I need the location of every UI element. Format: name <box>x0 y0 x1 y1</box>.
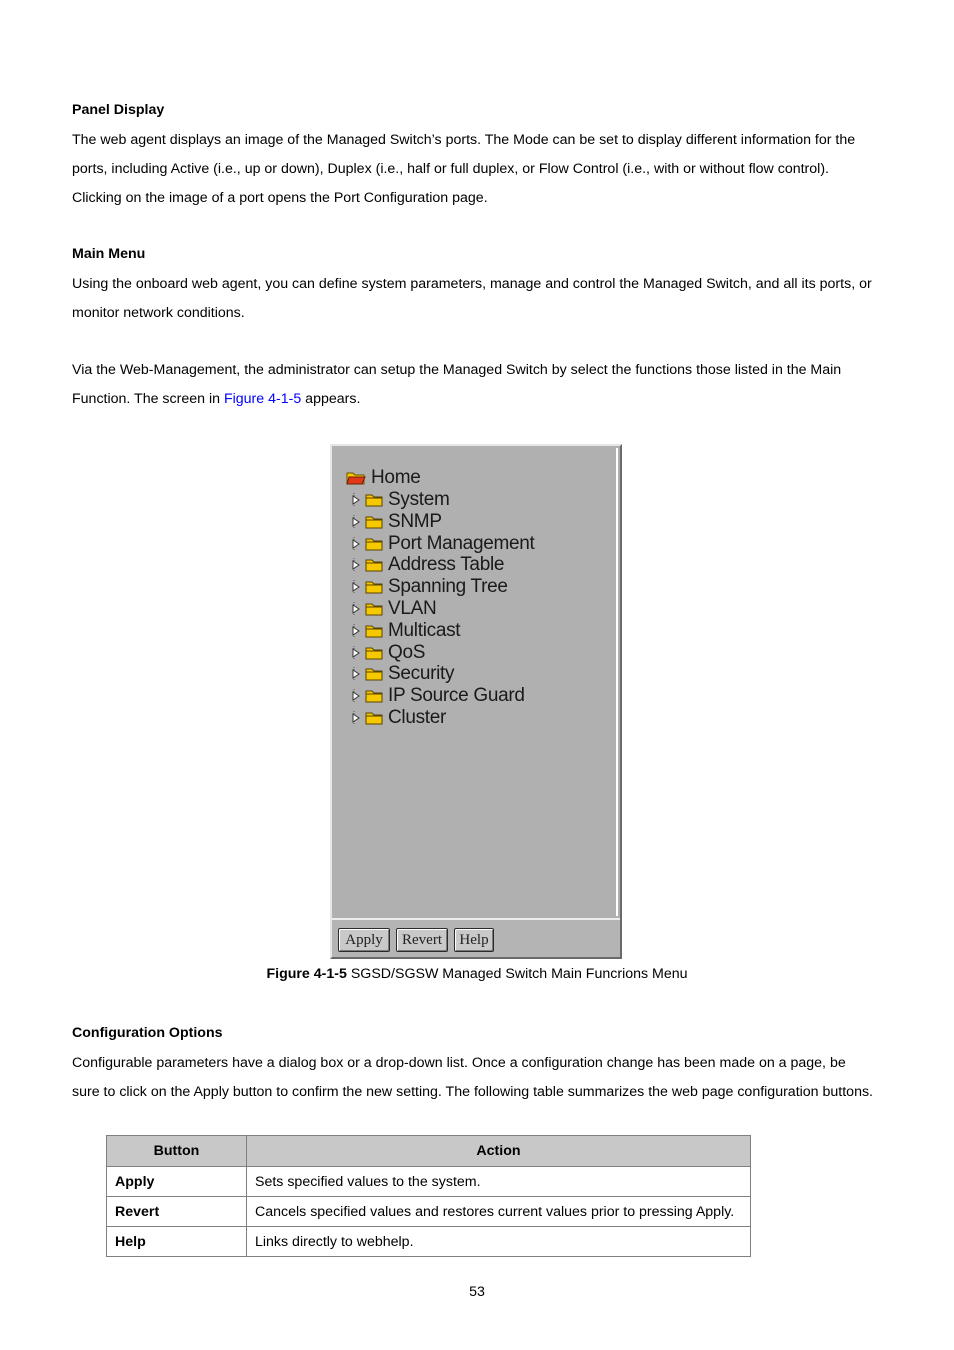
tree-item-label: Home <box>371 467 421 488</box>
tree-item-ip-source-guard[interactable] <box>351 685 525 707</box>
main-menu-text-2 <box>72 356 892 414</box>
revert-button[interactable]: Revert <box>396 928 448 952</box>
expand-arrow-icon[interactable] <box>351 558 361 572</box>
tree-item-vlan[interactable] <box>351 598 436 620</box>
action-cell: Cancels specified values and restores current values prior to pressing Apply. <box>247 1197 751 1227</box>
expand-arrow-icon[interactable] <box>351 689 361 703</box>
expand-arrow-icon[interactable] <box>351 646 361 660</box>
text-line: appears. <box>301 390 361 407</box>
folder-icon <box>365 493 383 507</box>
heading-panel-display: Panel Display <box>72 102 165 118</box>
folder-icon <box>365 515 383 529</box>
configuration-options-text <box>72 1049 892 1107</box>
folder-icon <box>365 646 383 660</box>
table-row <box>107 1227 751 1257</box>
tree-item-label: Multicast <box>388 619 461 641</box>
text-line: Via the Web-Management, the administrator can setup the Managed Switch by select the functions those listed in the Main <box>72 362 842 378</box>
folder-icon <box>365 689 383 703</box>
tree-item-label: IP Source Guard <box>388 685 525 707</box>
tree-item-address-table[interactable] <box>351 554 504 576</box>
text-line: Configurable parameters have a dialog box or a drop-down list. Once a configuration change has been made on a page, be <box>72 1055 846 1071</box>
tree-item-qos[interactable] <box>351 642 425 664</box>
button-cell: Help <box>107 1227 247 1257</box>
tree-item-label: SNMP <box>388 510 442 532</box>
tree-item-label: Spanning Tree <box>388 576 508 598</box>
folder-icon <box>365 558 383 572</box>
folder-icon <box>365 667 383 681</box>
button-bar <box>332 918 620 957</box>
expand-arrow-icon[interactable] <box>351 711 361 725</box>
folder-icon <box>365 711 383 725</box>
figure-link[interactable]: Figure 4-1-5 <box>223 390 302 407</box>
panel-display-text <box>72 126 892 212</box>
caption-label: Figure 4-1-5 <box>266 966 347 982</box>
tree-item-security[interactable] <box>351 663 454 685</box>
tree-item-home[interactable] <box>346 467 420 489</box>
tree-item-multicast[interactable] <box>351 620 460 642</box>
page-number: 53 <box>469 1284 485 1300</box>
text-line: Function. The screen in <box>72 390 224 407</box>
action-cell: Sets specified values to the system. <box>247 1167 751 1197</box>
main-functions-menu-figure <box>330 444 622 959</box>
tree-item-label: QoS <box>388 641 426 663</box>
expand-arrow-icon[interactable] <box>351 515 361 529</box>
folder-icon <box>365 602 383 616</box>
main-menu-text <box>72 270 892 328</box>
folder-icon <box>365 624 383 638</box>
tree-item-label: Security <box>388 663 455 685</box>
configuration-buttons-table <box>106 1135 751 1257</box>
table-row <box>107 1197 751 1227</box>
tree-item-label: Address Table <box>388 554 505 576</box>
action-cell: Links directly to webhelp. <box>247 1227 751 1257</box>
tree-item-label: System <box>388 489 450 510</box>
column-header: Action <box>247 1136 751 1167</box>
menu-tree <box>334 448 618 916</box>
expand-arrow-icon[interactable] <box>351 602 361 616</box>
button-cell: Revert <box>107 1197 247 1227</box>
expand-arrow-icon[interactable] <box>351 493 361 507</box>
expand-arrow-icon[interactable] <box>351 580 361 594</box>
text-line: Clicking on the image of a port opens the Port Configuration page. <box>72 189 488 206</box>
folder-icon <box>365 537 383 551</box>
apply-button[interactable]: Apply <box>338 928 390 952</box>
text-line: Using the onboard web agent, you can define system parameters, manage and control the Managed Switch, and all its ports, or <box>72 276 872 292</box>
tree-item-label: VLAN <box>388 598 437 619</box>
text-line: ports, including Active (i.e., up or down), Duplex (i.e., half or full duplex, or Flow Control (i.e., with or without flow control). <box>72 160 829 177</box>
folder-icon <box>365 580 383 594</box>
figure-caption <box>0 966 954 982</box>
column-header: Button <box>107 1136 247 1167</box>
expand-arrow-icon[interactable] <box>351 537 361 551</box>
text-line: The web agent displays an image of the Managed Switch’s ports. The Mode can be set to display different information for the <box>72 132 856 148</box>
tree-item-spanning-tree[interactable] <box>351 576 508 598</box>
button-cell: Apply <box>107 1167 247 1197</box>
heading-configuration-options: Configuration Options <box>72 1025 223 1041</box>
tree-item-port-management[interactable] <box>351 533 535 555</box>
tree-item-label: Port Management <box>388 532 535 554</box>
table-row <box>107 1167 751 1197</box>
tree-item-cluster[interactable] <box>351 707 446 729</box>
tree-item-snmp[interactable] <box>351 511 442 533</box>
heading-main-menu: Main Menu <box>72 246 146 262</box>
caption-text: SGSD/SGSW Managed Switch Main Funcrions Menu <box>346 966 688 982</box>
tree-item-label: Cluster <box>388 707 447 728</box>
text-line: monitor network conditions. <box>72 304 245 321</box>
help-button[interactable]: Help <box>454 928 494 952</box>
open-folder-icon <box>346 470 366 486</box>
expand-arrow-icon[interactable] <box>351 624 361 638</box>
text-line: sure to click on the Apply button to confirm the new setting. The following table summarizes the web page configuration buttons. <box>72 1083 873 1100</box>
tree-item-system[interactable] <box>351 489 450 511</box>
expand-arrow-icon[interactable] <box>351 667 361 681</box>
table-header-row <box>107 1136 751 1167</box>
